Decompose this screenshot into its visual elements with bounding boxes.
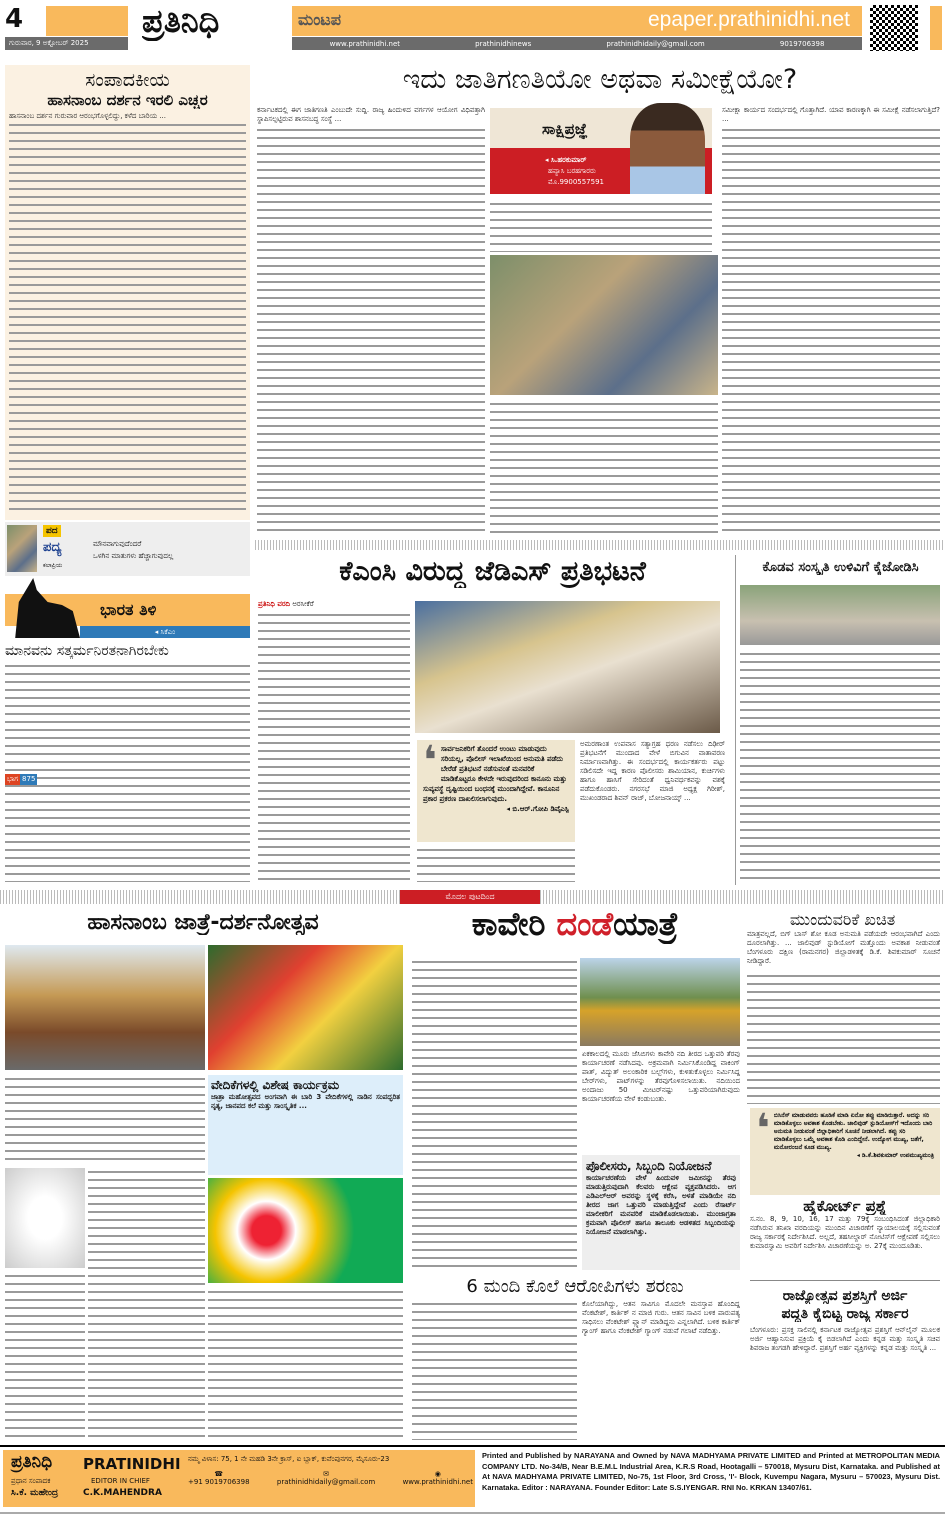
temple-photo bbox=[5, 945, 205, 1070]
qr-code-icon[interactable] bbox=[870, 5, 918, 51]
email-text: prathinidhidaily@gmail.com bbox=[276, 1478, 376, 1486]
editorial-kicker: ಸಂಪಾದಕೀಯ bbox=[85, 69, 170, 91]
footer-email[interactable] bbox=[277, 1470, 375, 1486]
footer-phone bbox=[188, 1470, 250, 1486]
headline-part-red: ದಂಡೆ bbox=[556, 905, 614, 943]
footer-logo-en: PRATINIDHI bbox=[83, 1455, 181, 1473]
byline: ಪ್ರತಿನಿಧಿ ವರದಿ bbox=[258, 600, 291, 608]
editorial-box bbox=[5, 65, 250, 520]
six-accused-body-col1 bbox=[412, 1300, 577, 1440]
author-phone: ಮೊ.9900557591 bbox=[548, 178, 605, 186]
editor-name-kn: ಸಿ.ಕೆ. ಮಹೇಂದ್ರ bbox=[11, 1488, 59, 1498]
bharata-tili-author-bar: ◂ ಸಿಕೆಎಂ bbox=[80, 626, 250, 638]
lead-text: ಕರ್ನಾಟಕದಲ್ಲಿ ಈಗ ಜಾತಿಗಣತಿ ಎಂಬುದೇ ಸುದ್ದಿ. ರಾಜ್ಯ ಹಿಂದುಳಿದ ವರ್ಗಗಳ ಆಯೋಗ ವಿಧಿವತ್ತಾಗಿ ಸ್ಥಾಪಿಸಲ್ಪಟ್ಟಿರುವ ಶಾಸನಬದ್ಧ ಸಂಸ್ಥೆ ... bbox=[257, 106, 485, 123]
header-strip-right bbox=[930, 6, 942, 50]
hasanamba-body-col1 bbox=[5, 1075, 205, 1165]
pada-padya-box bbox=[5, 522, 250, 576]
highcourt-headline: ಹೈಕೋರ್ಟ್ ಪ್ರಶ್ನೆ bbox=[803, 1197, 887, 1215]
lead-body-col2 bbox=[490, 400, 718, 534]
quote-icon: ❛ bbox=[756, 1106, 770, 1152]
quote-author: ◂ ಬಿ.ಆರ್.ಗೋಪಿ ಡಿವೈಎಸ್ಪಿ bbox=[506, 805, 569, 813]
editorial-text: ಹಾಸನಾಂಬ ದರ್ಶನ ಗುರುವಾರ ಆರಂಭಗೊಳ್ಳಲಿದ್ದು, ಕಳೆದ ಬಾರಿಯ ... bbox=[9, 112, 167, 120]
globe-icon: ◉ bbox=[434, 1470, 441, 1478]
kmc-body-col2 bbox=[417, 846, 575, 882]
rajyotsava-headline-2: ಪದ್ಧತಿ ಕೈಬಿಟ್ಟ ರಾಜ್ಯ ಸರ್ಕಾರ bbox=[781, 1306, 909, 1322]
imprint: Printed and Published by NARAYANA and Owned by NAVA MADHYAMA PRIVATE LIMITED and Printed at METROPOLITAN MEDIA COMPANY LTD. No-34/B, Near B.E.M.L Industrial Area, K.R.S Road, Hootagalli – 570018, Mysuru Dist, Karnataka. and Published at At NAVA MADHYAMA PRIVATE LIMITED, No-75, 1st Floor, 3rd Cross, 'I'- Block, Kuvempu Nagara, Mysuru – 570023, Mysuru Dist. Karnataka. Editor : NARAYANA. Founder Editor: Late S.S.IYENGAR. RNI No. KRKAN 13407/61. bbox=[482, 1451, 940, 1492]
epaper-link[interactable]: epaper.prathinidhi.net bbox=[648, 8, 850, 31]
bharata-body bbox=[5, 662, 250, 882]
column-name: ಸಾಕ್ಷಿಪ್ರಜ್ಞೆ bbox=[542, 120, 588, 138]
poet-name: ಕಲಾಪ್ರಿಯ bbox=[43, 562, 63, 569]
website-link[interactable]: www.prathinidhi.net bbox=[329, 39, 400, 48]
hasanamba-body-col1b bbox=[88, 1168, 205, 1440]
kodava-body bbox=[740, 650, 940, 882]
masthead-logo: ಪ್ರತಿನಿಧಿ bbox=[142, 2, 220, 40]
quote-author: ◂ ಡಿ.ಕೆ.ಶಿವಕುಮಾರ್ ಉಪಮುಖ್ಯಮಂತ್ರಿ bbox=[856, 1152, 934, 1159]
divider-band bbox=[255, 540, 945, 550]
social-handle[interactable]: prathinidhinews bbox=[475, 39, 532, 48]
column-rule bbox=[735, 555, 736, 885]
jcb-photo bbox=[580, 958, 740, 1046]
survey-photo bbox=[490, 255, 718, 395]
byline-place: ಅರಸೀಕೆರೆ bbox=[292, 600, 314, 608]
sub-text: ಜಾತ್ರಾ ಮಹೋತ್ಸವದ ಅಂಗವಾಗಿ ಈ ಬಾರಿ 3 ವೇದಿಕೆಗಳಲ್ಲಿ ನಾಡಿನ ಸಂಪದ್ಭರಿತ ನೃತ್ಯ, ಜಾನಪದ ಕಲೆ ಮತ್ತು ಸಾಂಸ್ಕೃತಿಕ ... bbox=[211, 1093, 400, 1110]
bharata-headline: ಮಾನವನು ಸತ್ಕರ್ಮನಿರತನಾಗಿರಬೇಕು bbox=[5, 643, 169, 659]
author-role: ಹವ್ಯಾಸಿ ಬರಹಗಾರರು bbox=[548, 167, 596, 175]
pada-label: ಪದ bbox=[43, 525, 61, 537]
six-accused-text: ಕೊಲೆಯಾಗಿದ್ದು, ಆತನ ಸಾವಿಗೂ ಮೊದಲೇ ಮನಸ್ತಾಪ ಹೊಂದಿದ್ದ ವೆಂಕಟೇಶ್, ಕಾರ್ತಿಕ್ ನ ಮಾಜಿ ಗುರು. ಆತನ ಸಾವಿನ ಬಳಿಕ ಪಾರುಪತ್ಯ ಸಾಧಿಸಲು ವೆಂಕಟೇಶ್ ಪ್ಲ್ಯಾನ್ ಮಾಡಿದ್ದನು ಎನ್ನಲಾಗಿದೆ. ಬಳಿಕ ಕಾರ್ತಿಕ್ ಗ್ಯಾಂಗ್ ಹಾಗೂ ವೆಂಕಟೇಶ್ ಗ್ಯಾಂಗ್ ನಡುವೆ ಗಲಾಟೆ ನಡೆದಿತ್ತು. bbox=[582, 1300, 740, 1335]
header-strip-left bbox=[46, 6, 128, 36]
footer-contacts bbox=[188, 1470, 473, 1486]
quote-icon: ❛ bbox=[423, 738, 437, 784]
bharata-tili-title: ಭಾರತ ತಿಳಿ bbox=[100, 600, 157, 619]
sub-article-box bbox=[208, 1075, 403, 1175]
kmc-quote-box bbox=[417, 740, 575, 842]
poem-line-1: ಮೌನವಾಗುವುದೆಂದರೆ bbox=[93, 540, 142, 548]
footer-box bbox=[3, 1450, 475, 1507]
email-icon: ✉ bbox=[323, 1470, 329, 1478]
police-box bbox=[582, 1155, 740, 1270]
kodava-headline: ಕೊಡವ ಸಂಸ್ಕೃತಿ ಉಳಿವಿಗೆ ಕೈಜೋಡಿಸಿ bbox=[762, 560, 919, 575]
section-name: ಮಂಟಪ bbox=[298, 10, 342, 29]
kmc-body-col1 bbox=[258, 611, 410, 881]
munduvarike-headline: ಮುಂದುವರಿಕೆ ಖಚಿತ bbox=[789, 910, 896, 929]
rule bbox=[750, 1280, 940, 1281]
bottom-rule bbox=[0, 1512, 945, 1514]
footer-rule bbox=[0, 1445, 945, 1447]
editor-name-en: C.K.MAHENDRA bbox=[83, 1488, 162, 1498]
dks-quote-box bbox=[750, 1108, 940, 1195]
kmc-byline bbox=[258, 600, 314, 609]
poet-photo bbox=[7, 525, 37, 572]
poem-line-2: ಒಳಗಿನ ಮಾತುಗಳು ಹೆಚ್ಚಾಗುವುದಲ್ಲ bbox=[93, 552, 174, 560]
editorial-title: ಹಾಸನಾಂಬ ದರ್ಶನ ಇರಲಿ ಎಚ್ಚರ bbox=[47, 91, 208, 109]
police-box-text: ಕಾರ್ಯಾಚರಣೆಯ ವೇಳೆ ಹಿಂದುವಳಿ ಜಮೀನನ್ನು ತೆರವು ಮಾಡುತ್ತಿರುವುದಾಗಿ ಕೆಲವರು ಆಕ್ಷೇಪ ವ್ಯಕ್ತಪಡಿಸಿದರು. ಆಗ ಎಡಿಎಲ್‌ಆರ್ ಅವರನ್ನು ಸ್ಥಳಕ್ಕೆ ಕರೆಸಿ, ಅಳತೆ ಮಾಡಿಯೇ ನದಿ ತೀರದ ಜಾಗ ಒತ್ತುವರಿ ಮಾಡುತ್ತಿದ್ದೇವೆ ಎಂದು ರೆಸಾರ್ಟ್ ಮಾಲೀಕರಿಗೆ ಮನವರಿಕೆ ಮಾಡಿಕೊಡಲಾಯಿತು. ಮುಂಜಾಗ್ರತಾ ಕ್ರಮವಾಗಿ ಪೊಲೀಸ್ ಹಾಗೂ ತಾಲೂಕು ಆಡಳಿತದ ಸಿಬ್ಬಂದಿಯನ್ನು ನಿಯೋಜನೆ ಮಾಡಲಾಗಿತ್ತು. bbox=[586, 1174, 736, 1236]
lead-headline: ಇದು ಜಾತಿಗಣತಿಯೋ ಅಥವಾ ಸಮೀಕ್ಷೆಯೋ? bbox=[402, 64, 798, 95]
hasanamba-headline: ಹಾಸನಾಂಬ ಜಾತ್ರೆ-ದರ್ಶನೋತ್ಸವ bbox=[87, 910, 319, 935]
munduvarike-text: ಮಾತ್ರವಲ್ಲದೆ, ಬಿಗ್ ಬಾಸ್ ಶೋ ಕೂಡ ಅನುಮತಿ ಪಡೆಯದೇ ಆರಂಭವಾಗಿದೆ ಎಂದು ದೂರಲಾಗಿತ್ತು. ... ಜಾಲಿವುಡ್ ಸ್ಟುಡಿಯೋಗೆ ಮತ್ತೊಂದು ಅವಕಾಶ ನೀಡುವಂತೆ ಬೆಂಗಳೂರು ದಕ್ಷಿಣ (ರಾಮನಗರ) ಜಿಲ್ಲಾಡಳಿತಕ್ಕೆ ಡಿ.ಕೆ. ಶಿವಕುಮಾರ್ ಸೂಚನೆ ನೀಡಿದ್ದಾರೆ. bbox=[747, 930, 940, 965]
hasanamba-body-col1c bbox=[5, 1272, 85, 1440]
lead-text-right: ಸಮೀಕ್ಷಾ ಕಾರ್ಯದ ಸಂದರ್ಭದಲ್ಲಿ ಗೊತ್ತಾಗಿದೆ. ಯಾವ ಕಾರಣಕ್ಕಾಗಿ ಈ ಸಮೀಕ್ಷೆ ನಡೆಸಲಾಗುತ್ತಿದೆ? ... bbox=[722, 106, 940, 123]
part-label: ಭಾಗ bbox=[7, 775, 19, 783]
email-link[interactable]: prathinidhidaily@gmail.com bbox=[606, 39, 705, 48]
protest-photo bbox=[415, 601, 720, 733]
continued-label: ಮೊದಲ ಪುಟದಿಂದ bbox=[400, 890, 540, 904]
editorial-body bbox=[9, 121, 246, 516]
rajyotsava-text: ಬೆಂಗಳೂರು: ಪ್ರಸಕ್ತ ಸಾಲಿನಲ್ಲಿ ಕರ್ನಾಟಕ ರಾಜ್ಯೋತ್ಸವ ಪ್ರಶಸ್ತಿಗೆ ಆನ್‌ಲೈನ್ ಮೂಲಕ ಅರ್ಜಿ ಆಹ್ವಾನಿಸುವ ಪ್ರಕ್ರಿಯೆ ಕೈ ಬಿಡಲಾಗಿದೆ ಎಂದು ಕನ್ನಡ ಮತ್ತು ಸಂಸ್ಕೃತಿ ಸಚಿವ ಶಿವರಾಜ ತಂಗಡಗಿ ಹೇಳಿದ್ದಾರೆ. ಪ್ರಶಸ್ತಿಗೆ ಅರ್ಹ ವ್ಯಕ್ತಿಗಳನ್ನು ಕನ್ನಡ ಮತ್ತು ಸಂಸ್ಕೃತಿ ... bbox=[750, 1326, 940, 1352]
phone-number: 9019706398 bbox=[779, 39, 825, 48]
rajyotsava-headline-1: ರಾಜ್ಯೋತ್ಸವ ಪ್ರಶಸ್ತಿಗೆ ಅರ್ಜಿ bbox=[782, 1288, 908, 1304]
footer-logo-kn: ಪ್ರತಿನಿಧಿ bbox=[11, 1452, 53, 1472]
kaveri-text: ಏಕಕಾಲದಲ್ಲಿ ಮೂರು ಜೆಸಿಬಿಗಳು ಕಾವೇರಿ ನದಿ ತೀರದ ಒತ್ತುವರಿ ತೆರವು ಕಾರ್ಯಾಚರಣೆ ನಡೆಸಿದವು. ಅಕ್ರಮವಾಗಿ ನಿರ್ಮಿಸಿಕೊಂಡಿದ್ದ ವಾಕಿಂಗ್ ಪಾತ್, ವಿದ್ಯುತ್ ಅಲಂಕಾರಿಕ ಬಲ್ಬ್‌ಗಳು, ಕುಳಿತುಕೊಳ್ಳಲು ನಿರ್ಮಿಸಿದ್ದ ಬೇರ್‌ಗಳು, ಪಾಟ್‌ಗಳನ್ನು ತೆರವುಗೊಳಿಸಲಾಯಿತು. ನದಿಯಿಂದ ಅಂದಾಜು 50 ಮೀಟರ್‌ನಷ್ಟು ಒತ್ತುವರಿಯಾಗಿರುವುದು ಕಾರ್ಯಾಚರಣೆಯ ವೇಳೆ ಕಂಡುಬಂತು. bbox=[582, 1050, 740, 1103]
author-name: ◂ ಸಿ.ಹರಕುಮಾರ್ bbox=[545, 156, 587, 164]
munduvarike-body bbox=[747, 972, 940, 1104]
headline-part-1: ಕಾವೇರಿ bbox=[471, 905, 557, 943]
phone-text: +91 9019706398 bbox=[188, 1478, 250, 1486]
flower-art-photo bbox=[208, 1178, 403, 1283]
part-number: 875 bbox=[22, 775, 36, 783]
author-photo bbox=[630, 103, 705, 194]
kmc-text: ಅಮರಣಾಂತ ಉಪವಾಸ ಸತ್ಯಾಗ್ರಹ ಧರಣ ನಡೆಸಲು ದಿಢೀರ್ ಪ್ರತಿಭಟನೆಗೆ ಮುಂದಾದ ವೇಳೆ ಬಿಗುವಿನ ವಾತಾವರಣ ನಿರ್ಮಾಣವಾಗಿತ್ತು. ಈ ಸಂದರ್ಭದಲ್ಲಿ ಕಾರ್ಯಕರ್ತರು ಪಟ್ಟು ಸಡಿಲಿಸದೇ ಇದ್ದ ಕಾರಣ ಪೊಲೀಸರು ಶಾಮಿಯಾನ, ಕುರ್ಚಿಗಳು ಹಾಗೂ ಹಾಸಿಗೆ ಸೇರಿದಂತೆ ಧ್ವನಿವರ್ಧಕವನ್ನು ವಶಕ್ಕೆ ಪಡೆದುಕೊಂಡರು. ನಗರಸಭೆ ಮಾಜಿ ಅಧ್ಯಕ್ಷ ಗಿರೀಶ್, ಮುಖಂಡರಾದ ಶಿವನ್ ರಾಜ್, ಬೋಜನಾಯ್ಕ್ ... bbox=[580, 740, 725, 802]
kmc-headline: ಕೆಎಂಸಿ ವಿರುದ್ಧ ಜೆಡಿಎಸ್ ಪ್ರತಿಭಟನೆ bbox=[339, 556, 646, 587]
lead-body-col2-top bbox=[490, 200, 712, 252]
footer-website[interactable] bbox=[403, 1470, 473, 1486]
website-text: www.prathinidhi.net bbox=[402, 1478, 473, 1486]
footer-address: ನಮ್ಮ ವಿಳಾಸ: 75, 1 ನೇ ಮಹಡಿ 3ನೇ ಕ್ರಾಸ್, ಐ ಬ್ಲಾಕ್, ಕುವೆಂಪುನಗರ, ಮೈಸೂರು-23 bbox=[188, 1455, 390, 1463]
hasanamba-body-col2 bbox=[208, 1288, 403, 1440]
part-badge bbox=[5, 774, 37, 785]
kaveri-headline bbox=[410, 905, 740, 944]
headline-part-2: ಯಾತ್ರೆ bbox=[613, 905, 679, 943]
date: ಗುರುವಾರ, 9 ಅಕ್ಟೋಬರ್ 2025 bbox=[5, 37, 128, 50]
kaveri-body-col1 bbox=[412, 958, 577, 1273]
page-number: 4 bbox=[5, 4, 24, 34]
decoration-photo bbox=[208, 945, 403, 1070]
lead-body-col1 bbox=[257, 126, 485, 534]
police-box-title: ಪೊಲೀಸರು, ಸಿಬ್ಬಂದಿ ನಿಯೋಜನೆ bbox=[586, 1159, 712, 1173]
quote-text: ಬಿಸಿನೆಸ್ ಮಾಡುವವರು ಹೂಡಿಕೆ ಮಾಡಿ ಏನೋ ತಪ್ಪು ಮಾಡಿರುತ್ತಾರೆ. ಅದನ್ನು ಸರಿ ಮಾಡಿಕೊಳ್ಳಲು ಅವಕಾಶ ಕೊಡಬೇಕು. ಜಾಲಿವುಡ್ ಸ್ಟುಡಿಯೋಸ್‌ಗೆ ಇದೊಂದು ಬಾರಿ ಅನುಮತಿ ನೀಡುವಂತೆ ಜಿಲ್ಲಾಧಿಕಾರಿಗೆ ಸೂಚನೆ ನೀಡಲಾಗಿದೆ. ತಪ್ಪು ಸರಿ ಮಾಡಿಕೊಳ್ಳಲು ಒಮ್ಮೆ ಅವಕಾಶ ಕೊಡಿ ಎಂದಿದ್ದೇನೆ. ಉದ್ಯೋಗ ಮುಖ್ಯ, ಜತೆಗೆ, ಮನೋರಂಜನೆ ಕೂಡ ಮುಖ್ಯ. bbox=[773, 1112, 933, 1151]
column-header bbox=[490, 108, 712, 194]
kodava-photo bbox=[740, 585, 940, 645]
padya-label: ಪದ್ಯ bbox=[43, 540, 62, 555]
editor-label-kn: ಪ್ರಧಾನ ಸಂಪಾದಕ bbox=[11, 1477, 51, 1485]
phone-icon: ☎ bbox=[214, 1470, 224, 1478]
six-accused-headline: 6 ಮಂದಿ ಕೊಲೆ ಆರೋಪಿಗಳು ಶರಣು bbox=[466, 1276, 684, 1297]
om-artwork-photo bbox=[5, 1168, 85, 1268]
editor-label-en: EDITOR IN CHIEF bbox=[91, 1477, 150, 1485]
lead-body-col3 bbox=[722, 126, 940, 534]
contact-bar bbox=[292, 37, 862, 50]
highcourt-text: ಸ.ನಂ. 8, 9, 10, 16, 17 ಮತ್ತು 79ಕ್ಕೆ ಸಂಬಂಧಿಸಿದಂತೆ ಜಿಲ್ಲಾಧಿಕಾರಿ ನಡೆಸಿರುವ ತನಿಖಾ ವರದಿಯನ್ನು ಮುಂದಿನ ವಿಚಾರಣೆಗೆ ನ್ಯಾಯಾಲಯಕ್ಕೆ ಸಲ್ಲಿಸುವಂತೆ ರಾಜ್ಯ ಸರ್ಕಾರಕ್ಕೆ ನಿರ್ದೇಶಿಸಿದೆ. ಅಲ್ಲದೆ, ತಹಸೀಲ್ದಾರ್ ನೋಟಿಸ್‌ಗೆ ಆಕ್ಷೇಪಣೆ ಸಲ್ಲಿಸಲು ಕುಮಾರಸ್ವಾಮಿ ಅವರಿಗೆ ನಿರ್ದೇಶಿಸಿ ವಿಚಾರಣೆಯನ್ನು ಅ. 27ಕ್ಕೆ ಮುಂದೂಡಿತು. bbox=[750, 1215, 940, 1250]
quote-text: ಸಾರ್ವಜನಿಕರಿಗೆ ತೊಂದರೆ ಉಂಟು ಮಾಡುವುದು ಸರಿಯಲ್ಲ, ಪೊಲೀಸ್ ಇಲಾಖೆಯಿಂದ ಅನುಮತಿ ಪಡೆದು ಬೇರೆಡೆ ಪ್ರತಿಭಟನೆ ನಡೆಸುವಂತೆ ಮನವರಿಕೆ ಮಾಡಿಕೊಟ್ಟರೂ ಕೇಳದೇ ಇರುವುದರಿಂದ ಕಾನೂನು ಮತ್ತು ಸುವ್ಯವಸ್ಥೆ ದೃಷ್ಟಿಯಿಂದ ಬಂಧನಕ್ಕೆ ಮುಂದಾಗಿದ್ದೇವೆ. ಕಾನೂನಿನ ಪ್ರಕಾರ ಪ್ರಕರಣ ದಾಖಲಿಸಲಾಗುವುದು. bbox=[423, 745, 567, 803]
sub-headline: ವೇದಿಕೆಗಳಲ್ಲಿ ವಿಶೇಷ ಕಾರ್ಯಕ್ರಮ bbox=[211, 1078, 340, 1092]
